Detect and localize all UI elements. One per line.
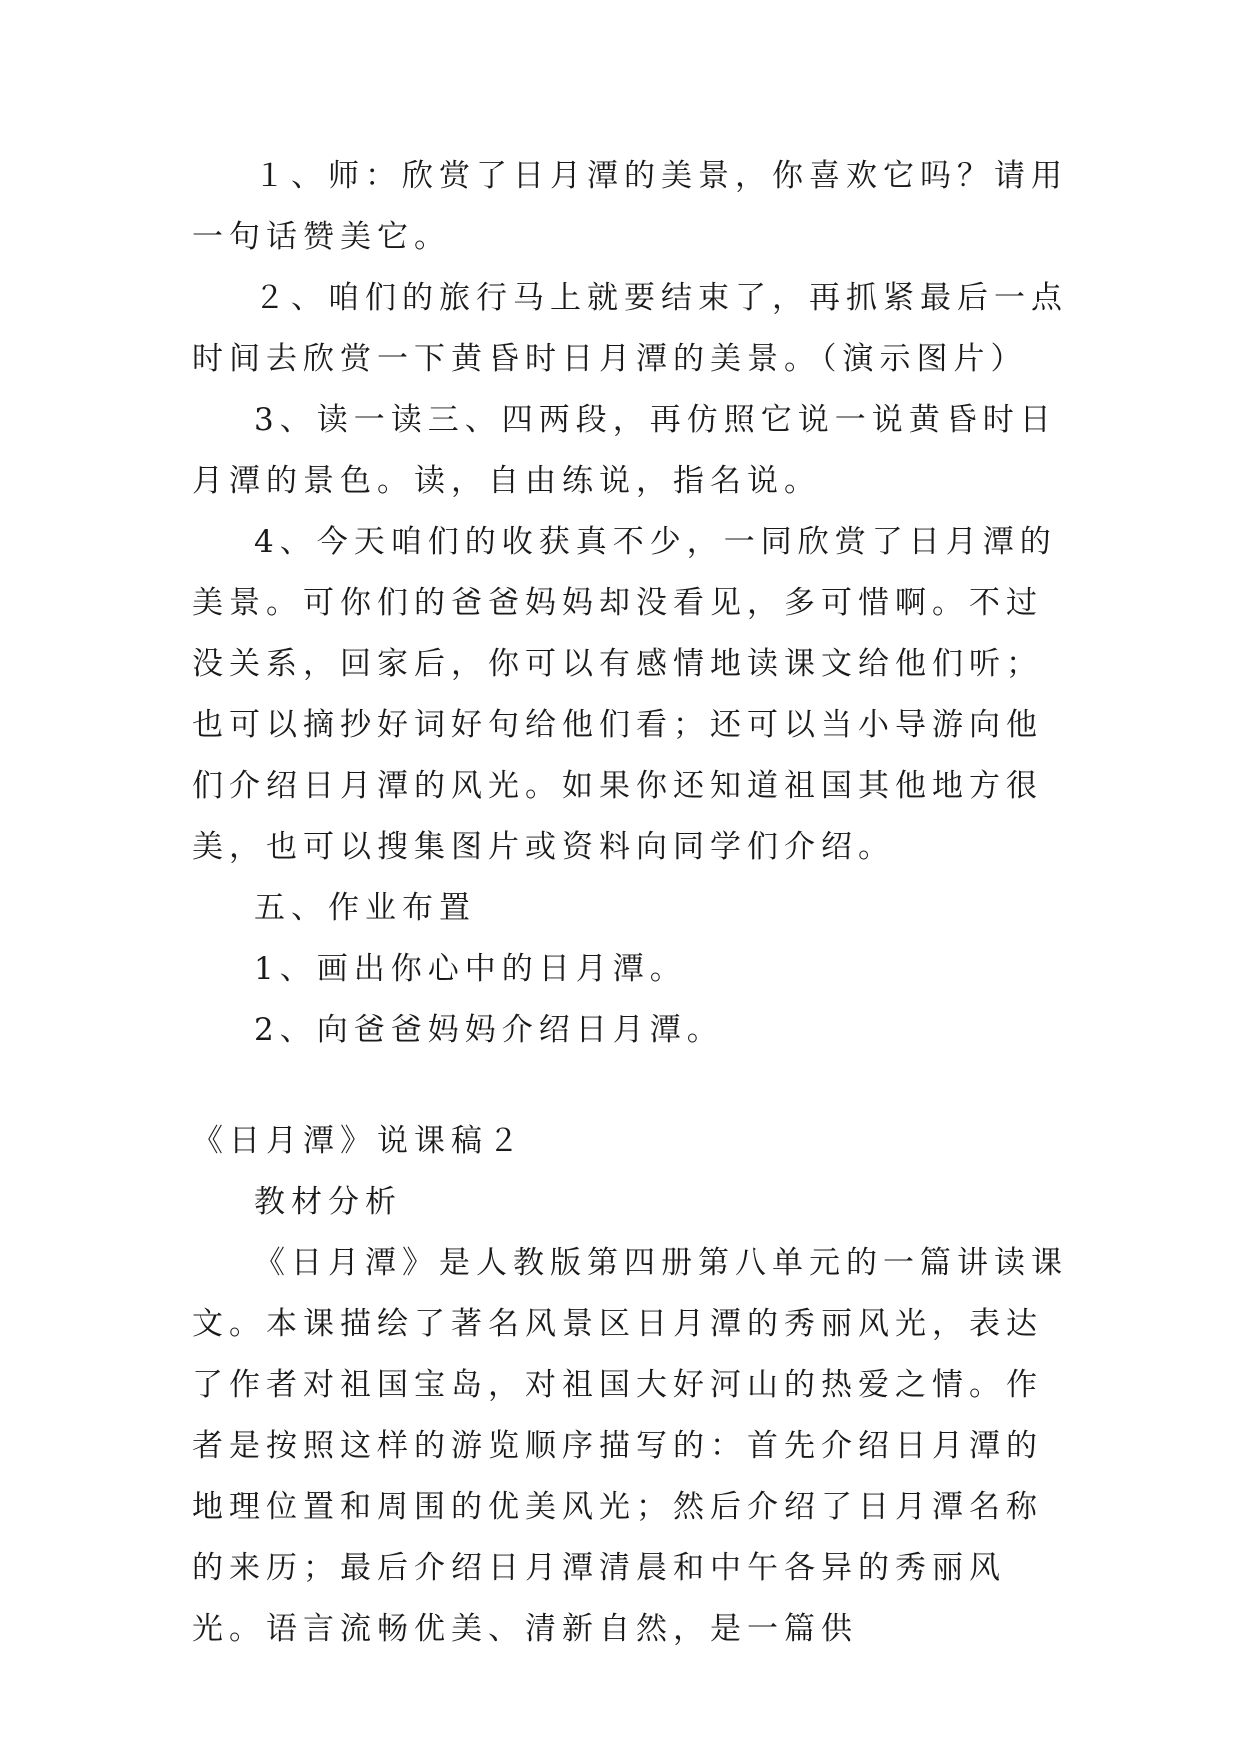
list-item: 2、向爸爸妈妈介绍日月潭。: [254, 1012, 724, 1048]
paragraph: 《日月潭》是人教版第四册第八单元的一篇讲读课文。本课描绘了著名风景区日月潭的秀丽风光，表达了作者对祖国宝岛，对祖国大好河山的热爱之情。作者是按照这样的游览顺序描写的：首先介绍日月潭的地理位置和周围的优美风光；然后介绍了日月潭名称的来历；最后介绍日月潭清晨和中午各异的秀丽风光。语言流畅优美、清新自然，是一篇供: [192, 1245, 1068, 1647]
spacer: [192, 1061, 1072, 1111]
list-item: 1、画出你心中的日月潭。: [254, 951, 687, 987]
paragraph: ２、咱们的旅行马上就要结束了，再抓紧最后一点时间去欣赏一下黄昏时日月潭的美景。（演示图片）: [192, 280, 1068, 377]
paragraph: １、师：欣赏了日月潭的美景，你喜欢它吗？请用一句话赞美它。: [192, 158, 1068, 255]
section-heading: 五、作业布置: [254, 890, 476, 926]
document-body: [192, 146, 1072, 1660]
document-title: 《日月潭》说课稿２: [192, 1123, 525, 1159]
paragraph: 4、今天咱们的收获真不少，一同欣赏了日月潭的美景。可你们的爸爸妈妈却没看见，多可惜啊。不过没关系，回家后，你可以有感情地读课文给他们听；也可以摘抄好词好句给他们看；还可以当小导游向他们介绍日月潭的风光。如果你还知道祖国其他地方很美，也可以搜集图片或资料向同学们介绍。: [192, 524, 1057, 865]
paragraph: 3、读一读三、四两段，再仿照它说一说黄昏时日月潭的景色。读，自由练说，指名说。: [192, 402, 1057, 499]
subsection-heading: 教材分析: [254, 1184, 402, 1220]
